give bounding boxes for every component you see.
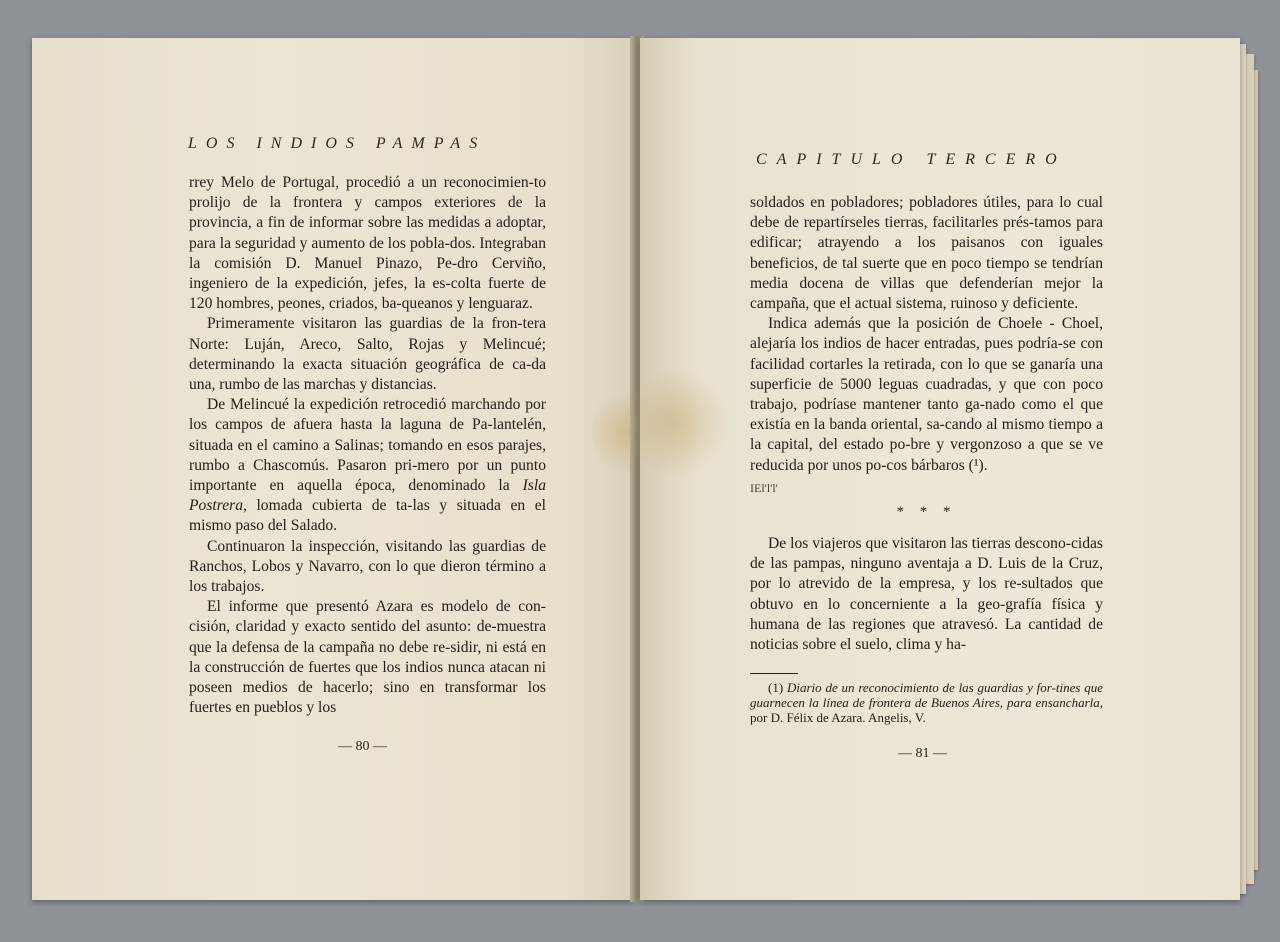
paragraph: rrey Melo de Portugal, procedió a un reconocimien-to prolijo de la frontera y campos exteriores de la provincia, a fin de informar sobre las medidas a adoptar, para la seguridad y aumento de los pobla-dos. Integraban la comisión D. Manuel Pinazo, Pe-dro Cerviño, ingeniero de la expedición, jefes, la es-colta fuerte de 120 hombres, peones, criados, ba-queanos y lenguaraz. [189, 174, 546, 313]
paragraph-text: lomada cubierta de ta-las y situada en el mismo paso del Salado. [189, 497, 546, 535]
section-separator: * * * [896, 503, 957, 520]
left-page [32, 38, 634, 900]
paragraph: Indica además que la posición de Choele - Choel, alejaría los indios de hacer entradas, pues podría-se con facilidad cortarles la retirada, con lo que se ganaría una superficie de 5000 leguas cuadradas, y que con poco trabajo, podríase mantener tanto ga-nado como el que existía en la banda oriental, sa-cando al mismo tiempo a la capital, del estado po-bre y vergonzoso a que se ve reducida por unos po-cos bárbaros (¹). [750, 315, 1103, 474]
footnote-title-italic: Diario de un reconocimiento de las guardias y for-tines que guarnecen la línea de frontera de Buenos Aires, para ensancharla, [750, 680, 1104, 711]
right-page-body [750, 193, 1103, 725]
paragraph-text: De Melincué la expedición retrocedió marchando por los campos de afuera hasta la laguna de Pa-lantelén, situada en el camino a Salinas; tomando en esos parajes, rumbo a Chascomús. Pasaron pri-mero por un punto importante en aquella época, denominado la [189, 396, 546, 495]
paragraph [189, 395, 546, 536]
paragraph: El informe que presentó Azara es modelo de con-cisión, claridad y exacto sentido del asunto: de-muestra que la defensa de la campaña no debe re-sidir, ni está en la construcción de fuertes que los indios nunca atacan ni poseen medios de hacerlo; sino en transformar los fuertes en pueblos y los [189, 598, 546, 717]
paragraph: Continuaron la inspección, visitando las guardias de Ranchos, Lobos y Navarro, con lo que dieron término a los trabajos. [189, 537, 546, 596]
right-page [640, 38, 1240, 900]
stray-print-mark: IEl'l'l' [750, 480, 778, 495]
age-stain [620, 368, 730, 478]
page-number-right: — 81 — [898, 746, 947, 761]
footnote-rule [750, 673, 798, 674]
paragraph: Primeramente visitaron las guardias de la fron-tera Norte: Luján, Areco, Salto, Rojas y Melincué; determinando la exacta situación geográfica de ca-da una, rumbo de las marchas y distancias. [189, 315, 546, 394]
paragraph: De los viajeros que visitaron las tierras descono-cidas de las pampas, ninguno aventaja a D. Luis de la Cruz, por lo atrevido de la empresa, y los re-sultados que obtuvo en lo concerniente a la geo-grafía física y humana de las regiones que atravesó. La cantidad de noticias sobre el suelo, clima y ha- [750, 535, 1103, 654]
page-number-left: — 80 — [338, 739, 387, 754]
footnote-number: (1) [768, 680, 784, 696]
running-head-right: CAPITULO TERCERO [756, 151, 1067, 168]
footnote [750, 680, 1103, 725]
running-head-left: LOS INDIOS PAMPAS [188, 135, 487, 152]
place-name-italic: Isla Postrera, [189, 477, 546, 515]
left-page-body [189, 173, 546, 718]
paragraph: soldados en pobladores; pobladores útiles, para lo cual debe de repartírseles tierras, facilitarles prés-tamos para edificar; atrayendo a los paisanos con iguales beneficios, de tal suerte que en poco tiempo se tendrían media docena de villas que defenderían mejor la campaña, que el actual sistema, ruinoso y deficiente. [750, 194, 1103, 313]
footnote-text: por D. Félix de Azara. Angelis, V. [750, 710, 926, 726]
